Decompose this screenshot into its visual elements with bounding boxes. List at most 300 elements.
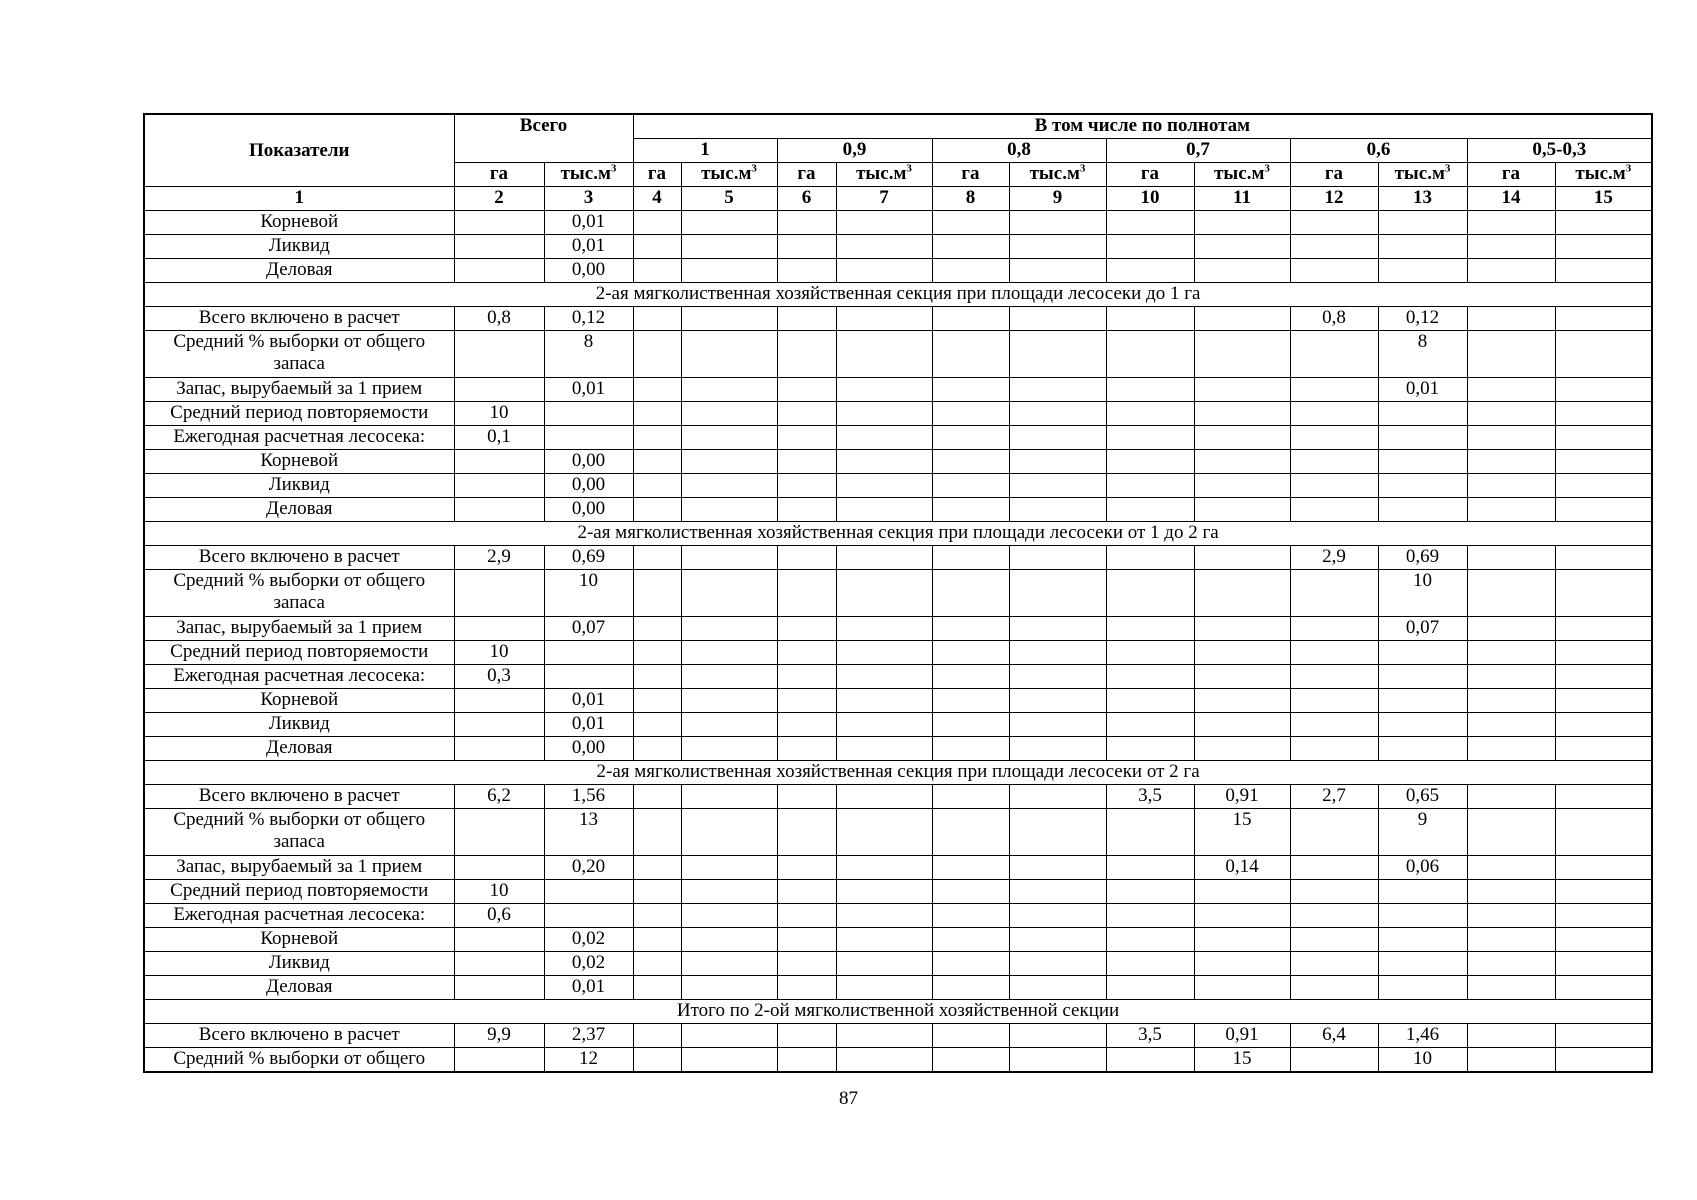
table-cell: 10 [1378, 570, 1467, 617]
row-label: Деловая [144, 259, 454, 283]
row-label: Средний % выборки от общего запаса [144, 331, 454, 378]
section-title: 2-ая мягколиственная хозяйственная секция при площади лесосеки от 2 га [144, 761, 1652, 785]
table-cell [932, 474, 1009, 498]
table-cell: 0,01 [544, 378, 633, 402]
unit-exponent: 3 [1079, 162, 1086, 175]
table-cell [932, 928, 1009, 952]
table-cell [633, 928, 681, 952]
unit-exponent: 3 [610, 162, 617, 175]
table-cell [633, 1024, 681, 1048]
table-cell: 0,1 [454, 426, 544, 450]
table-cell [836, 904, 932, 928]
unit-vol-text: тыс.м [1214, 163, 1265, 184]
table-row [144, 665, 1652, 689]
row-label: Всего включено в расчет [144, 785, 454, 809]
table-cell: 13 [544, 809, 633, 856]
table-cell [1106, 617, 1194, 641]
table-cell [1290, 952, 1378, 976]
table-cell [1290, 617, 1378, 641]
table-cell [1009, 617, 1106, 641]
table-cell: 2,37 [544, 1024, 633, 1048]
table-cell [1106, 570, 1194, 617]
table-cell: 0,01 [1378, 378, 1467, 402]
header-indicators: Показатели [144, 114, 454, 187]
table-cell [454, 952, 544, 976]
table-cell [454, 809, 544, 856]
table-cell [777, 1048, 836, 1073]
table-cell [1106, 904, 1194, 928]
table-cell [777, 809, 836, 856]
row-label: Всего включено в расчет [144, 1024, 454, 1048]
table-cell [932, 880, 1009, 904]
table-cell [681, 426, 777, 450]
table-cell [1378, 928, 1467, 952]
table-cell [681, 546, 777, 570]
allowable-cut-table [143, 113, 1653, 1073]
table-cell [836, 952, 932, 976]
table-cell: 12 [544, 1048, 633, 1073]
table-row [144, 378, 1652, 402]
table-cell [1555, 856, 1652, 880]
table-cell [1555, 809, 1652, 856]
table-cell [836, 450, 932, 474]
table-cell: 1,46 [1378, 1024, 1467, 1048]
table-cell [1106, 689, 1194, 713]
table-cell [1290, 331, 1378, 378]
table-cell: 0,01 [544, 235, 633, 259]
table-cell [1378, 689, 1467, 713]
row-label: Корневой [144, 211, 454, 235]
table-cell [836, 880, 932, 904]
table-cell [1555, 498, 1652, 522]
table-cell [1106, 665, 1194, 689]
table-cell: 0,20 [544, 856, 633, 880]
table-cell [1290, 450, 1378, 474]
table-cell [454, 235, 544, 259]
table-cell [1009, 880, 1106, 904]
column-number: 8 [932, 187, 1009, 211]
table-cell [633, 235, 681, 259]
table-cell [836, 856, 932, 880]
table-cell: 9,9 [454, 1024, 544, 1048]
table-cell [777, 546, 836, 570]
column-number: 1 [144, 187, 454, 211]
table-row [144, 402, 1652, 426]
table-cell [1378, 211, 1467, 235]
table-cell [1106, 211, 1194, 235]
row-label: Ежегодная расчетная лесосека: [144, 426, 454, 450]
table-cell [633, 641, 681, 665]
table-cell [633, 259, 681, 283]
table-cell [1290, 498, 1378, 522]
table-cell [1467, 856, 1555, 880]
table-cell [1290, 689, 1378, 713]
section-header-row [144, 761, 1652, 785]
table-cell [1467, 378, 1555, 402]
table-cell: 0,02 [544, 928, 633, 952]
table-cell [454, 713, 544, 737]
table-cell [1555, 641, 1652, 665]
table-cell [932, 1048, 1009, 1073]
table-cell [681, 450, 777, 474]
table-cell [544, 641, 633, 665]
table-cell: 0,3 [454, 665, 544, 689]
table-cell [633, 976, 681, 1000]
table-cell [1555, 976, 1652, 1000]
table-cell [1290, 402, 1378, 426]
table-cell [1378, 474, 1467, 498]
unit-exponent: 3 [751, 162, 757, 175]
row-label: Запас, вырубаемый за 1 прием [144, 856, 454, 880]
table-cell [1467, 809, 1555, 856]
table-cell [1106, 378, 1194, 402]
table-cell [1106, 235, 1194, 259]
table-cell [1467, 641, 1555, 665]
table-cell [777, 498, 836, 522]
unit-ha: га [454, 163, 544, 187]
table-cell [777, 785, 836, 809]
table-cell [454, 474, 544, 498]
table-cell [1106, 307, 1194, 331]
table-cell [633, 307, 681, 331]
table-cell [1194, 259, 1290, 283]
table-cell [836, 809, 932, 856]
table-cell [1290, 928, 1378, 952]
table-cell [1009, 689, 1106, 713]
row-label: Ежегодная расчетная лесосека: [144, 904, 454, 928]
table-cell [1194, 952, 1290, 976]
unit-ha: га [932, 163, 1009, 187]
page-number: 87 [839, 1088, 858, 1109]
table-cell [1467, 426, 1555, 450]
table-cell [1106, 928, 1194, 952]
table-cell [932, 976, 1009, 1000]
table-cell [1290, 713, 1378, 737]
table-cell: 0,01 [544, 713, 633, 737]
table-cell [454, 498, 544, 522]
table-cell [932, 259, 1009, 283]
table-row [144, 211, 1652, 235]
header-density-0-9: 0,9 [777, 139, 932, 163]
table-row [144, 976, 1652, 1000]
table-cell [1194, 880, 1290, 904]
table-cell [836, 307, 932, 331]
table-cell: 0,12 [1378, 307, 1467, 331]
table-cell [681, 235, 777, 259]
table-cell [544, 665, 633, 689]
table-cell [1290, 904, 1378, 928]
table-cell [681, 570, 777, 617]
table-cell [932, 952, 1009, 976]
table-cell [932, 617, 1009, 641]
table-cell [1009, 331, 1106, 378]
table-cell [1378, 880, 1467, 904]
table-cell [454, 331, 544, 378]
table-cell: 10 [454, 641, 544, 665]
table-cell [681, 785, 777, 809]
table-cell [1378, 641, 1467, 665]
table-cell [544, 426, 633, 450]
table-cell [1290, 235, 1378, 259]
column-number: 5 [681, 187, 777, 211]
table-row [144, 880, 1652, 904]
table-cell [1290, 809, 1378, 856]
table-cell: 0,8 [454, 307, 544, 331]
unit-exponent: 3 [906, 162, 912, 175]
table-cell [1378, 450, 1467, 474]
table-cell [681, 211, 777, 235]
table-cell [633, 785, 681, 809]
table-cell [777, 856, 836, 880]
table-cell [1009, 809, 1106, 856]
table-cell [1467, 546, 1555, 570]
table-cell [1378, 952, 1467, 976]
table-cell [1378, 665, 1467, 689]
table-row [144, 1024, 1652, 1048]
table-cell [777, 976, 836, 1000]
row-label: Средний период повторяемости [144, 880, 454, 904]
row-label: Средний период повторяемости [144, 641, 454, 665]
unit-thousand-m3 [1555, 163, 1652, 187]
table-row [144, 570, 1652, 617]
table-cell [1194, 426, 1290, 450]
table-cell [1194, 665, 1290, 689]
table-cell [1555, 1048, 1652, 1073]
header-density-0-5-0-3: 0,5-0,3 [1467, 139, 1652, 163]
table-cell [1194, 641, 1290, 665]
table-row [144, 235, 1652, 259]
section-title: Итого по 2-ой мягколиственной хозяйственной секции [144, 1000, 1652, 1024]
table-cell [1009, 402, 1106, 426]
table-cell: 3,5 [1106, 785, 1194, 809]
table-cell [777, 689, 836, 713]
table-cell: 2,7 [1290, 785, 1378, 809]
row-label: Средний % выборки от общего запаса [144, 809, 454, 856]
table-cell [932, 856, 1009, 880]
table-cell [932, 546, 1009, 570]
table-cell [777, 378, 836, 402]
table-cell [1555, 474, 1652, 498]
table-cell [633, 809, 681, 856]
column-number: 13 [1378, 187, 1467, 211]
table-cell [1106, 474, 1194, 498]
table-cell: 0,00 [544, 450, 633, 474]
table-cell [1378, 259, 1467, 283]
section-header-row [144, 522, 1652, 546]
table-cell [1378, 904, 1467, 928]
table-cell [836, 713, 932, 737]
table-cell [1467, 259, 1555, 283]
table-cell [1194, 928, 1290, 952]
table-cell [1555, 952, 1652, 976]
table-cell [777, 665, 836, 689]
table-cell [777, 641, 836, 665]
row-label: Деловая [144, 976, 454, 1000]
table-cell [1467, 785, 1555, 809]
table-cell [1555, 426, 1652, 450]
table-cell [1467, 713, 1555, 737]
table-cell [932, 713, 1009, 737]
table-cell [633, 689, 681, 713]
row-label: Запас, вырубаемый за 1 прием [144, 378, 454, 402]
table-cell [1194, 235, 1290, 259]
column-number: 15 [1555, 187, 1652, 211]
table-cell [681, 1024, 777, 1048]
table-cell [1555, 402, 1652, 426]
row-label: Всего включено в расчет [144, 307, 454, 331]
section-header-row [144, 283, 1652, 307]
table-row [144, 450, 1652, 474]
table-cell [1467, 617, 1555, 641]
table-cell [1194, 402, 1290, 426]
table-cell [633, 474, 681, 498]
table-cell [681, 665, 777, 689]
table-cell [681, 856, 777, 880]
table-cell [777, 880, 836, 904]
table-cell [932, 570, 1009, 617]
table-cell [836, 378, 932, 402]
table-cell [1555, 617, 1652, 641]
table-cell [1378, 737, 1467, 761]
table-cell [1194, 378, 1290, 402]
table-row [144, 426, 1652, 450]
table-cell [1009, 1024, 1106, 1048]
table-cell [1106, 450, 1194, 474]
table-cell [1290, 1048, 1378, 1073]
table-cell [1378, 976, 1467, 1000]
table-row [144, 689, 1652, 713]
table-cell [454, 928, 544, 952]
table-cell [454, 378, 544, 402]
table-cell [836, 474, 932, 498]
table-cell [836, 689, 932, 713]
row-label: Запас, вырубаемый за 1 прием [144, 617, 454, 641]
table-cell [633, 426, 681, 450]
table-cell: 15 [1194, 809, 1290, 856]
table-cell: 0,01 [544, 976, 633, 1000]
table-cell [1194, 450, 1290, 474]
table-cell [1555, 235, 1652, 259]
table-cell [454, 1048, 544, 1073]
table-cell [1467, 211, 1555, 235]
table-cell: 0,12 [544, 307, 633, 331]
table-cell [932, 689, 1009, 713]
table-cell [1194, 617, 1290, 641]
table-cell [1194, 307, 1290, 331]
unit-exponent: 3 [1625, 162, 1632, 175]
table-cell [681, 617, 777, 641]
table-cell: 0,91 [1194, 785, 1290, 809]
table-cell: 0,01 [544, 211, 633, 235]
table-cell [1009, 474, 1106, 498]
unit-thousand-m3 [836, 163, 932, 187]
table-cell [1009, 498, 1106, 522]
table-cell [1467, 1024, 1555, 1048]
table-cell [1555, 1024, 1652, 1048]
table-cell [544, 880, 633, 904]
table-cell [1555, 785, 1652, 809]
unit-thousand-m3 [1194, 163, 1290, 187]
table-row [144, 1048, 1652, 1073]
table-cell [932, 737, 1009, 761]
table-cell: 0,06 [1378, 856, 1467, 880]
table-cell [932, 211, 1009, 235]
table-cell [836, 641, 932, 665]
unit-vol-text: тыс.м [1029, 163, 1080, 184]
table-cell [777, 450, 836, 474]
table-cell [681, 307, 777, 331]
table-cell [836, 737, 932, 761]
table-cell [1290, 378, 1378, 402]
table-cell: 10 [454, 402, 544, 426]
row-label: Всего включено в расчет [144, 546, 454, 570]
table-cell [1106, 331, 1194, 378]
row-label: Корневой [144, 450, 454, 474]
table-cell [1467, 331, 1555, 378]
table-cell [1467, 474, 1555, 498]
table-cell [1009, 259, 1106, 283]
table-cell [454, 976, 544, 1000]
table-cell [544, 904, 633, 928]
table-row [144, 928, 1652, 952]
table-cell: 0,69 [544, 546, 633, 570]
table-cell [1194, 904, 1290, 928]
table-cell [1467, 665, 1555, 689]
table-cell: 0,00 [544, 474, 633, 498]
header-density-0-8: 0,8 [932, 139, 1106, 163]
table-cell [454, 211, 544, 235]
row-label: Ликвид [144, 235, 454, 259]
table-cell: 15 [1194, 1048, 1290, 1073]
table-cell [681, 737, 777, 761]
table-cell [1555, 713, 1652, 737]
table-cell [1009, 378, 1106, 402]
table-cell [1467, 689, 1555, 713]
row-label: Средний % выборки от общего [144, 1048, 454, 1073]
table-cell [1194, 689, 1290, 713]
table-cell [1290, 737, 1378, 761]
table-cell [1467, 235, 1555, 259]
table-cell [633, 856, 681, 880]
table-cell [1194, 737, 1290, 761]
table-cell [932, 331, 1009, 378]
table-cell [777, 570, 836, 617]
table-cell [454, 617, 544, 641]
table-cell [1009, 713, 1106, 737]
table-cell [1106, 737, 1194, 761]
unit-ha: га [1290, 163, 1378, 187]
table-cell [1555, 450, 1652, 474]
table-cell [1009, 211, 1106, 235]
table-cell [836, 617, 932, 641]
table-cell [681, 331, 777, 378]
table-cell [932, 450, 1009, 474]
table-row [144, 474, 1652, 498]
table-cell [1106, 976, 1194, 1000]
table-cell [1555, 737, 1652, 761]
row-label: Ликвид [144, 952, 454, 976]
table-header [144, 114, 1652, 211]
table-cell [932, 235, 1009, 259]
table-cell [1009, 307, 1106, 331]
table-cell [777, 307, 836, 331]
table-row [144, 331, 1652, 378]
table-cell [633, 880, 681, 904]
table-cell [777, 1024, 836, 1048]
table-cell [633, 617, 681, 641]
table-cell [681, 498, 777, 522]
table-cell [777, 904, 836, 928]
